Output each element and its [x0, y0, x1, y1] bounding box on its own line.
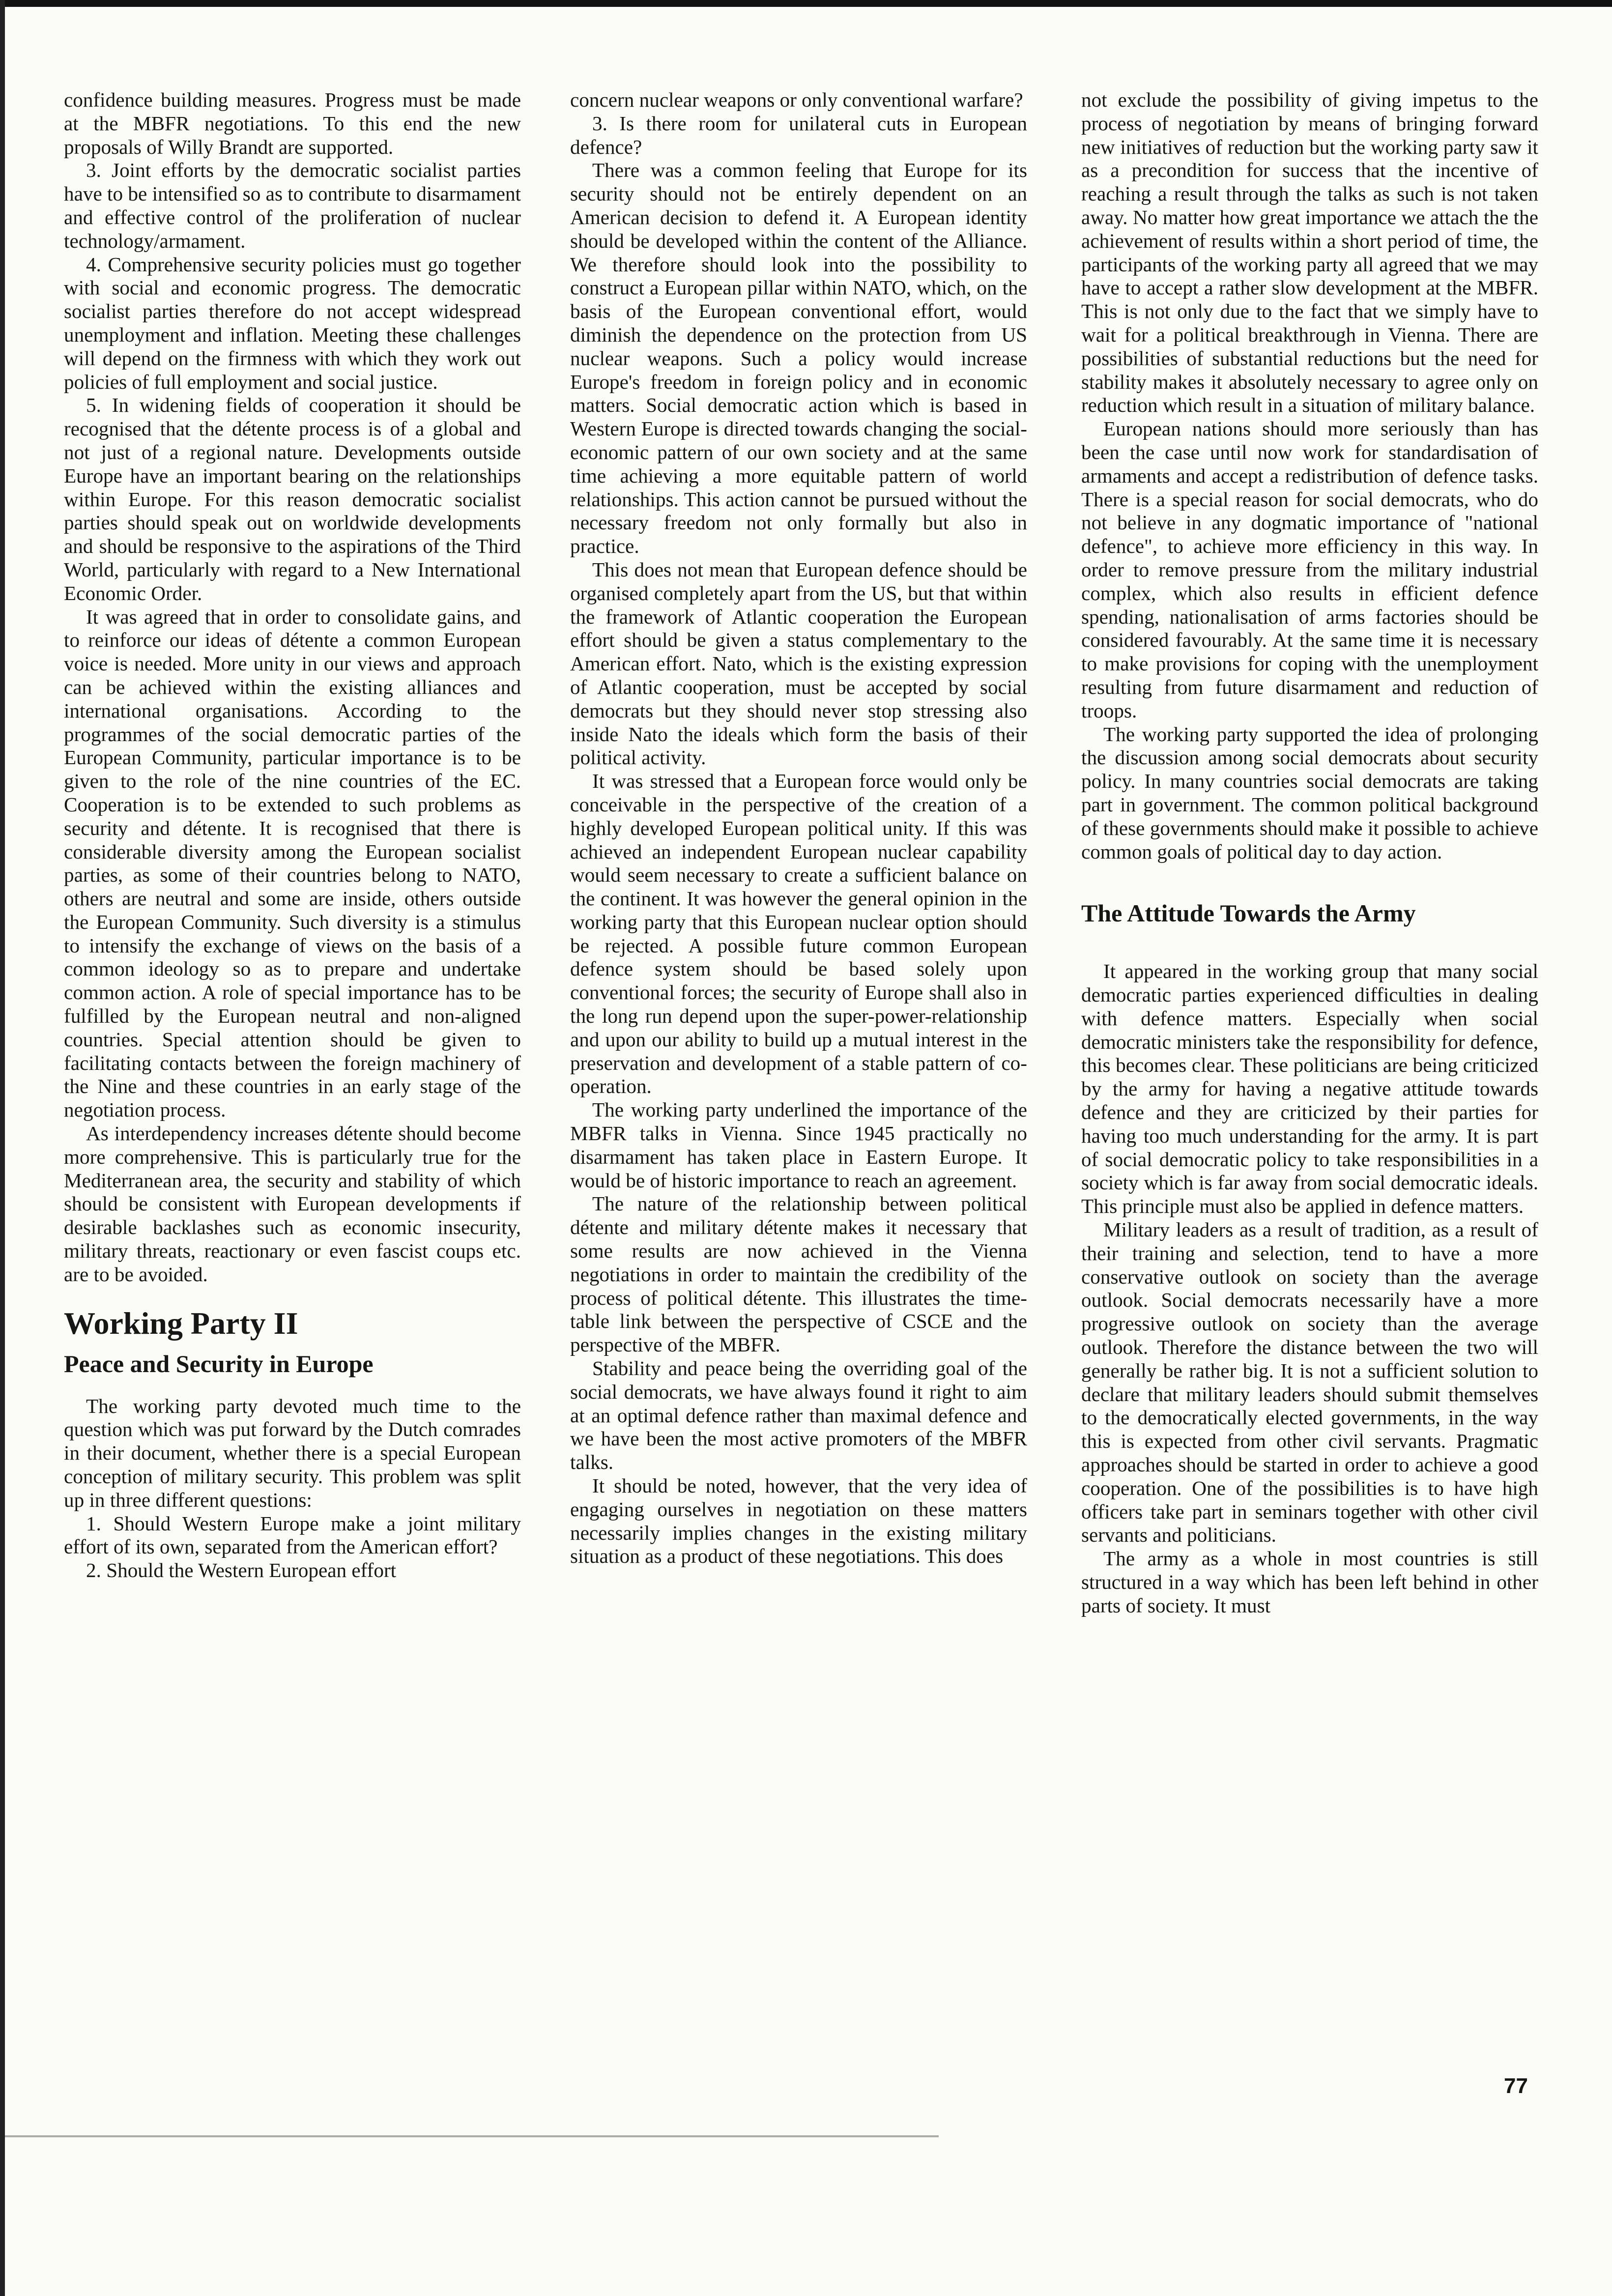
- paragraph: 2. Should the Western European effort: [86, 1559, 397, 1582]
- paragraph: concern nuclear weapons or only conventional warfare?: [570, 88, 1023, 111]
- paragraph: It appeared in the working group that many social democratic parties experienced difficulties in dealing with defence matters. Especially when social democratic ministers take the responsibility for defence, this becomes clear. These politicians are being criticized by the army for having a negative attitude towards defence and they are criticized by their parties for having too much understanding for the army. It is part of social democratic policy to take responsibilities in a society which is far away from social democratic ideals. This principle must also be applied in defence matters.: [1081, 960, 1538, 1218]
- paragraph: Stability and peace being the overriding goal of the social democrats, we have always found it right to aim at an optimal defence rather than maximal defence and we have been the most active promoters of the MBFR talks.: [570, 1357, 1027, 1474]
- paragraph: not exclude the possibility of giving impetus to the process of negotiation by means of bringing forward new initiatives of reduction but the working party saw it as a precondition for success that the incentive of reaching a result through the talks as such is not taken away. No matter how great importance we attach the the achievement of results within a short period of time, the participants of the working party all agreed that we may have to accept a rather slow development at the MBFR. This is not only due to the fact that we simply have to wait for a political breakthrough in Vienna. There are possibilities of substantial reductions but the need for stability makes it absolutely necessary to agree only on reduction which result in a situation of military balance.: [1081, 88, 1538, 417]
- paragraph: 1. Should Western Europe make a joint military effort of its own, separated from the American effort?: [64, 1512, 521, 1558]
- paragraph: Military leaders as a result of tradition, as a result of their training and selection, tend to have a more conservative outlook on society than the average outlook. Social democrats necessarily have a more progressive outlook on society than the average outlook. Therefore the distance between the two will generally be rather big. It is not a sufficient solution to declare that military leaders should submit themselves to the democratically elected governments, in the way this is expected from other civil servants. Pragmatic approaches should be started in order to achieve a good cooperation. One of the possibilities is to have high officers take part in seminars together with other civil servants and politicians.: [1081, 1218, 1538, 1547]
- paragraph: It was agreed that in order to consolidate gains, and to reinforce our ideas of détente a common European voice is needed. More unity in our views and approach can be achieved within the existing alliances and international organisations. According to the programmes of the social democratic parties of the European Community, particular importance is to be given to the role of the nine countries of the EC. Cooperation is to be extended to such problems as security and détente. It is recognised that there is considerable diversity among the European socialist parties, as some of their countries belong to NATO, others are neutral and some are inside, others outside the European Community. Such diversity is a stimulus to intensify the exchange of views on the basis of a common ideology so as to prepare and undertake common action. A role of special importance has to be fulfilled by the European neutral and non-aligned countries. Special attention should be given to facilitating contacts between the foreign machinery of the Nine and these countries in an early stage of the negotiation process.: [64, 605, 521, 1121]
- paragraph: European nations should more seriously than has been the case until now work for standardisation of armaments and accept a redistribution of defence tasks. There is a special reason for social democrats, who do not believe in any dogmatic importance of "national defence", to achieve more efficiency in this way. In order to remove pressure from the military industrial complex, which also results in efficient defence spending, nationalisation of arms factories should be considered favourably. At the same time it is necessary to make provisions for coping with the unemployment resulting from future disarmament and reduction of troops.: [1081, 417, 1538, 722]
- column-2: [570, 88, 1027, 2054]
- scan-rule: [5, 2135, 939, 2137]
- section-subheading: Peace and Security in Europe: [64, 1349, 374, 1378]
- paragraph: 4. Comprehensive security policies must go together with social and economic progress. The democratic socialist parties therefore do not accept widespread unemployment and inflation. Meeting these challenges will depend on the firmness with which they work out policies of full employment and social justice.: [64, 253, 521, 393]
- paragraph: There was a common feeling that Europe for its security should not be entirely dependent on an American decision to defend it. A European identity should be developed within the content of the Alliance. We therefore should look into the possibility to construct a European pillar within NATO, which, on the basis of the European conventional effort, would diminish the dependence on the protection from US nuclear weapons. Such a policy would increase Europe's freedom in foreign policy and in economic matters. Social democratic action which is based in Western Europe is directed towards changing the social-economic pattern of our own society and at the same time achieving a more equitable pattern of world relationships. This action cannot be pursued without the necessary freedom not only formally but also in practice.: [570, 159, 1027, 558]
- column-3: [1081, 88, 1538, 2054]
- paragraph: 5. In widening fields of cooperation it should be recognised that the détente process is of a global and not just of a regional nature. Developments outside Europe have an important bearing on the relationships within Europe. For this reason democratic socialist parties should speak out on worldwide developments and should be responsive to the aspirations of the Third World, particularly with regard to a New International Economic Order.: [64, 394, 521, 604]
- scan-edge-top: [0, 0, 1612, 7]
- paragraph: 3. Joint efforts by the democratic socialist parties have to be intensified so as to contribute to disarmament and effective control of the proliferation of nuclear technology/armament.: [64, 159, 521, 252]
- paragraph: The nature of the relationship between political détente and military détente makes it necessary that some results are now achieved in the Vienna negotiations in order to maintain the credibility of the process of political détente. This illustrates the time-table link between the perspective of CSCE and the perspective of the MBFR.: [570, 1192, 1027, 1356]
- paragraph: The army as a whole in most countries is still structured in a way which has been left behind in other parts of society. It must: [1081, 1547, 1538, 1617]
- paragraph: confidence building measures. Progress must be made at the MBFR negotiations. To this end the new proposals of Willy Brandt are supported.: [64, 88, 521, 158]
- page-number: 77: [1504, 2074, 1528, 2098]
- paragraph: This does not mean that European defence should be organised completely apart from the US, but that within the framework of Atlantic cooperation the European effort should be given a status complementary to the American effort. Nato, which is the existing expression of Atlantic cooperation, must be accepted by social democrats but they should never stop stressing also inside Nato the ideals which form the basis of their political activity.: [570, 558, 1027, 769]
- paragraph: 3. Is there room for unilateral cuts in European defence?: [570, 112, 1027, 158]
- section-heading: Working Party II: [64, 1305, 298, 1341]
- paragraph: The working party underlined the importance of the MBFR talks in Vienna. Since 1945 practically no disarmament has taken place in Eastern Europe. It would be of historic importance to reach an agreement.: [570, 1098, 1027, 1192]
- section-heading: The Attitude Towards the Army: [1081, 899, 1416, 927]
- paragraph: The working party supported the idea of prolonging the discussion among social democrats about security policy. In many countries social democrats are taking part in government. The common political background of these governments should make it possible to achieve common goals of political day to day action.: [1081, 722, 1538, 863]
- paragraph: The working party devoted much time to the question which was put forward by the Dutch comrades in their document, whether there is a special European conception of military security. This problem was split up in three different questions:: [64, 1394, 521, 1511]
- scan-edge-left: [0, 0, 5, 2296]
- paragraph: It was stressed that a European force would only be conceivable in the perspective of the creation of a highly developed European political unity. If this was achieved an independent European nuclear capability would seem necessary to create a sufficient balance on the continent. It was however the general opinion in the working party that this European nuclear option should be rejected. A possible future common European defence system should be based solely upon conventional forces; the security of Europe shall also in the long run depend upon the super-power-relationship and upon our ability to build up a mutual interest in the preservation and development of a stable pattern of co-operation.: [570, 770, 1027, 1098]
- column-1: [64, 88, 521, 2054]
- paragraph: As interdependency increases détente should become more comprehensive. This is particularly true for the Mediterranean area, the security and stability of which should be consistent with European developments if desirable backlashes such as economic insecurity, military threats, reactionary or even fascist coups etc. are to be avoided.: [64, 1122, 521, 1286]
- paragraph: It should be noted, however, that the very idea of engaging ourselves in negotiation on these matters necessarily implies changes in the existing military situation as a product of these negotiations. This does: [570, 1474, 1027, 1568]
